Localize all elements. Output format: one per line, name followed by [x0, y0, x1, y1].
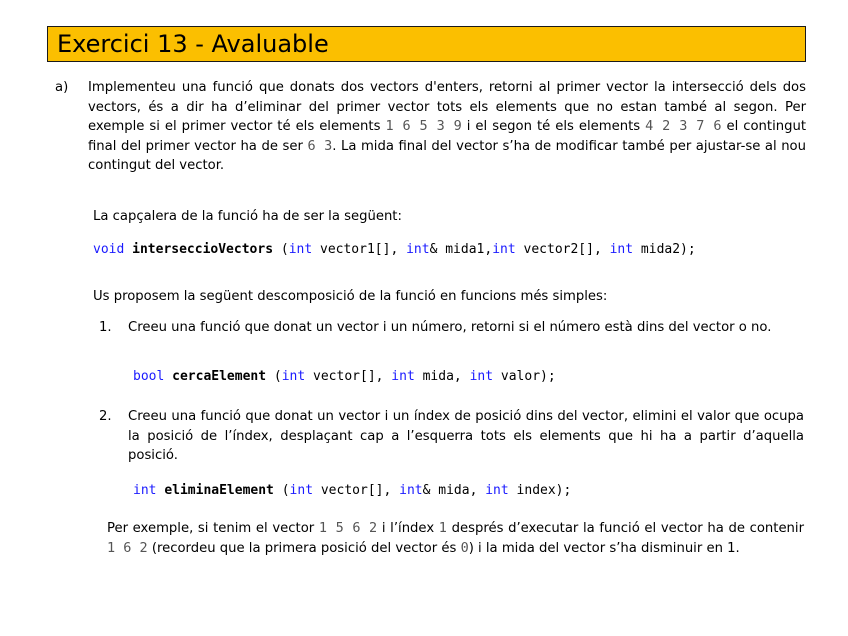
- sig-keyword: int: [492, 242, 516, 257]
- sig-keyword: int: [399, 483, 423, 498]
- sig-part: vector2[],: [515, 242, 610, 257]
- sig-keyword: int: [406, 242, 430, 257]
- example-first-position: 0: [460, 539, 469, 556]
- example-text-2: i l’índex: [381, 521, 435, 536]
- sig-function-name: eliminaElement: [164, 483, 274, 498]
- signature-elimina-element: [133, 481, 571, 501]
- sig-part: mida,: [414, 369, 470, 384]
- item-a-paragraph: [88, 78, 806, 176]
- sig-part: vector[],: [305, 369, 392, 384]
- sig-part: vector1[],: [312, 242, 407, 257]
- item-a-result: 6 3: [307, 137, 333, 154]
- sig-keyword: int: [281, 369, 306, 384]
- sig-keyword: int: [391, 369, 415, 384]
- sig-function-name: cercaElement: [172, 369, 267, 384]
- sig-part: (: [266, 369, 282, 384]
- header-intro: La capçalera de la funció ha de ser la següent:: [93, 209, 402, 224]
- exercise-title: Exercici 13 - Avaluable: [57, 30, 329, 58]
- sig-part: mida2);: [633, 242, 696, 257]
- example-result: 1 6 2: [107, 539, 148, 556]
- item-a-text-3: el contingut final del primer vector ha de ser: [88, 119, 806, 154]
- proposal-intro: Us proposem la següent descomposició de la funció en funcions més simples:: [93, 289, 608, 304]
- example-text-3: després d’executar la funció el vector ha de contenir: [451, 521, 804, 536]
- example-text-5: ) i la mida del vector s’ha disminuir en 1.: [468, 540, 740, 556]
- step-2-text: Creeu una funció que donat un vector i un índex de posició dins del vector, elimini el valor que ocupa la posició de l’índex, desplaçant cap a l’esquerra tots els elements que hi ha a partir d’aquella posició.: [128, 409, 804, 464]
- sig-part: & mida,: [422, 483, 486, 498]
- sig-part: (: [273, 242, 289, 257]
- sig-keyword: int: [288, 242, 313, 257]
- sig-keyword: int: [609, 242, 634, 257]
- item-a-text-4: . La mida final del vector s’ha de modificar també per ajustar-se al nou contingut del vector.: [88, 138, 806, 174]
- signature-cerca-element: [133, 367, 556, 387]
- step-1-text: Creeu una funció que donat un vector i un número, retorni si el número està dins del vector o no.: [128, 320, 772, 335]
- sig-part: (: [273, 483, 290, 498]
- sig-part: index);: [508, 483, 572, 498]
- sig-function-name: interseccioVectors: [132, 242, 274, 257]
- item-a-vector-2: 4 2 3 7 6: [645, 118, 722, 135]
- sig-keyword: int: [469, 369, 494, 384]
- sig-keyword: int: [289, 483, 314, 498]
- step-1-number: 1.: [99, 320, 112, 335]
- item-a-marker: a): [55, 80, 69, 95]
- sig-part: vector[],: [313, 483, 400, 498]
- example-text-4: (recordeu que la primera posició del vector és: [151, 540, 457, 556]
- item-a-vector-1: 1 6 5 3 9: [385, 118, 462, 135]
- signature-interseccio-vectors: [93, 240, 696, 260]
- example-text-1: Per exemple, si tenim el vector: [107, 521, 315, 536]
- item-a-text-2: i el segon té els elements: [466, 119, 641, 135]
- sig-keyword: int: [485, 483, 509, 498]
- example-paragraph: [107, 519, 804, 558]
- exercise-title-bar: [47, 26, 806, 62]
- sig-keyword: bool: [133, 369, 165, 384]
- item-a-text-1: Implementeu una funció que donats dos vectors d'enters, retorni al primer vector la intersecció dels dos vectors, és a dir ha d’eliminar del primer vector tots els elements que no estan també al segon. Per exemple si el primer vector té els elements: [88, 80, 806, 135]
- sig-keyword: int: [133, 483, 157, 498]
- step-2-number: 2.: [99, 409, 112, 424]
- example-vector: 1 5 6 2: [318, 520, 378, 536]
- sig-part: & mida1,: [429, 242, 493, 257]
- example-index: 1: [438, 520, 447, 536]
- sig-keyword: void: [93, 242, 125, 257]
- sig-part: valor);: [493, 369, 556, 384]
